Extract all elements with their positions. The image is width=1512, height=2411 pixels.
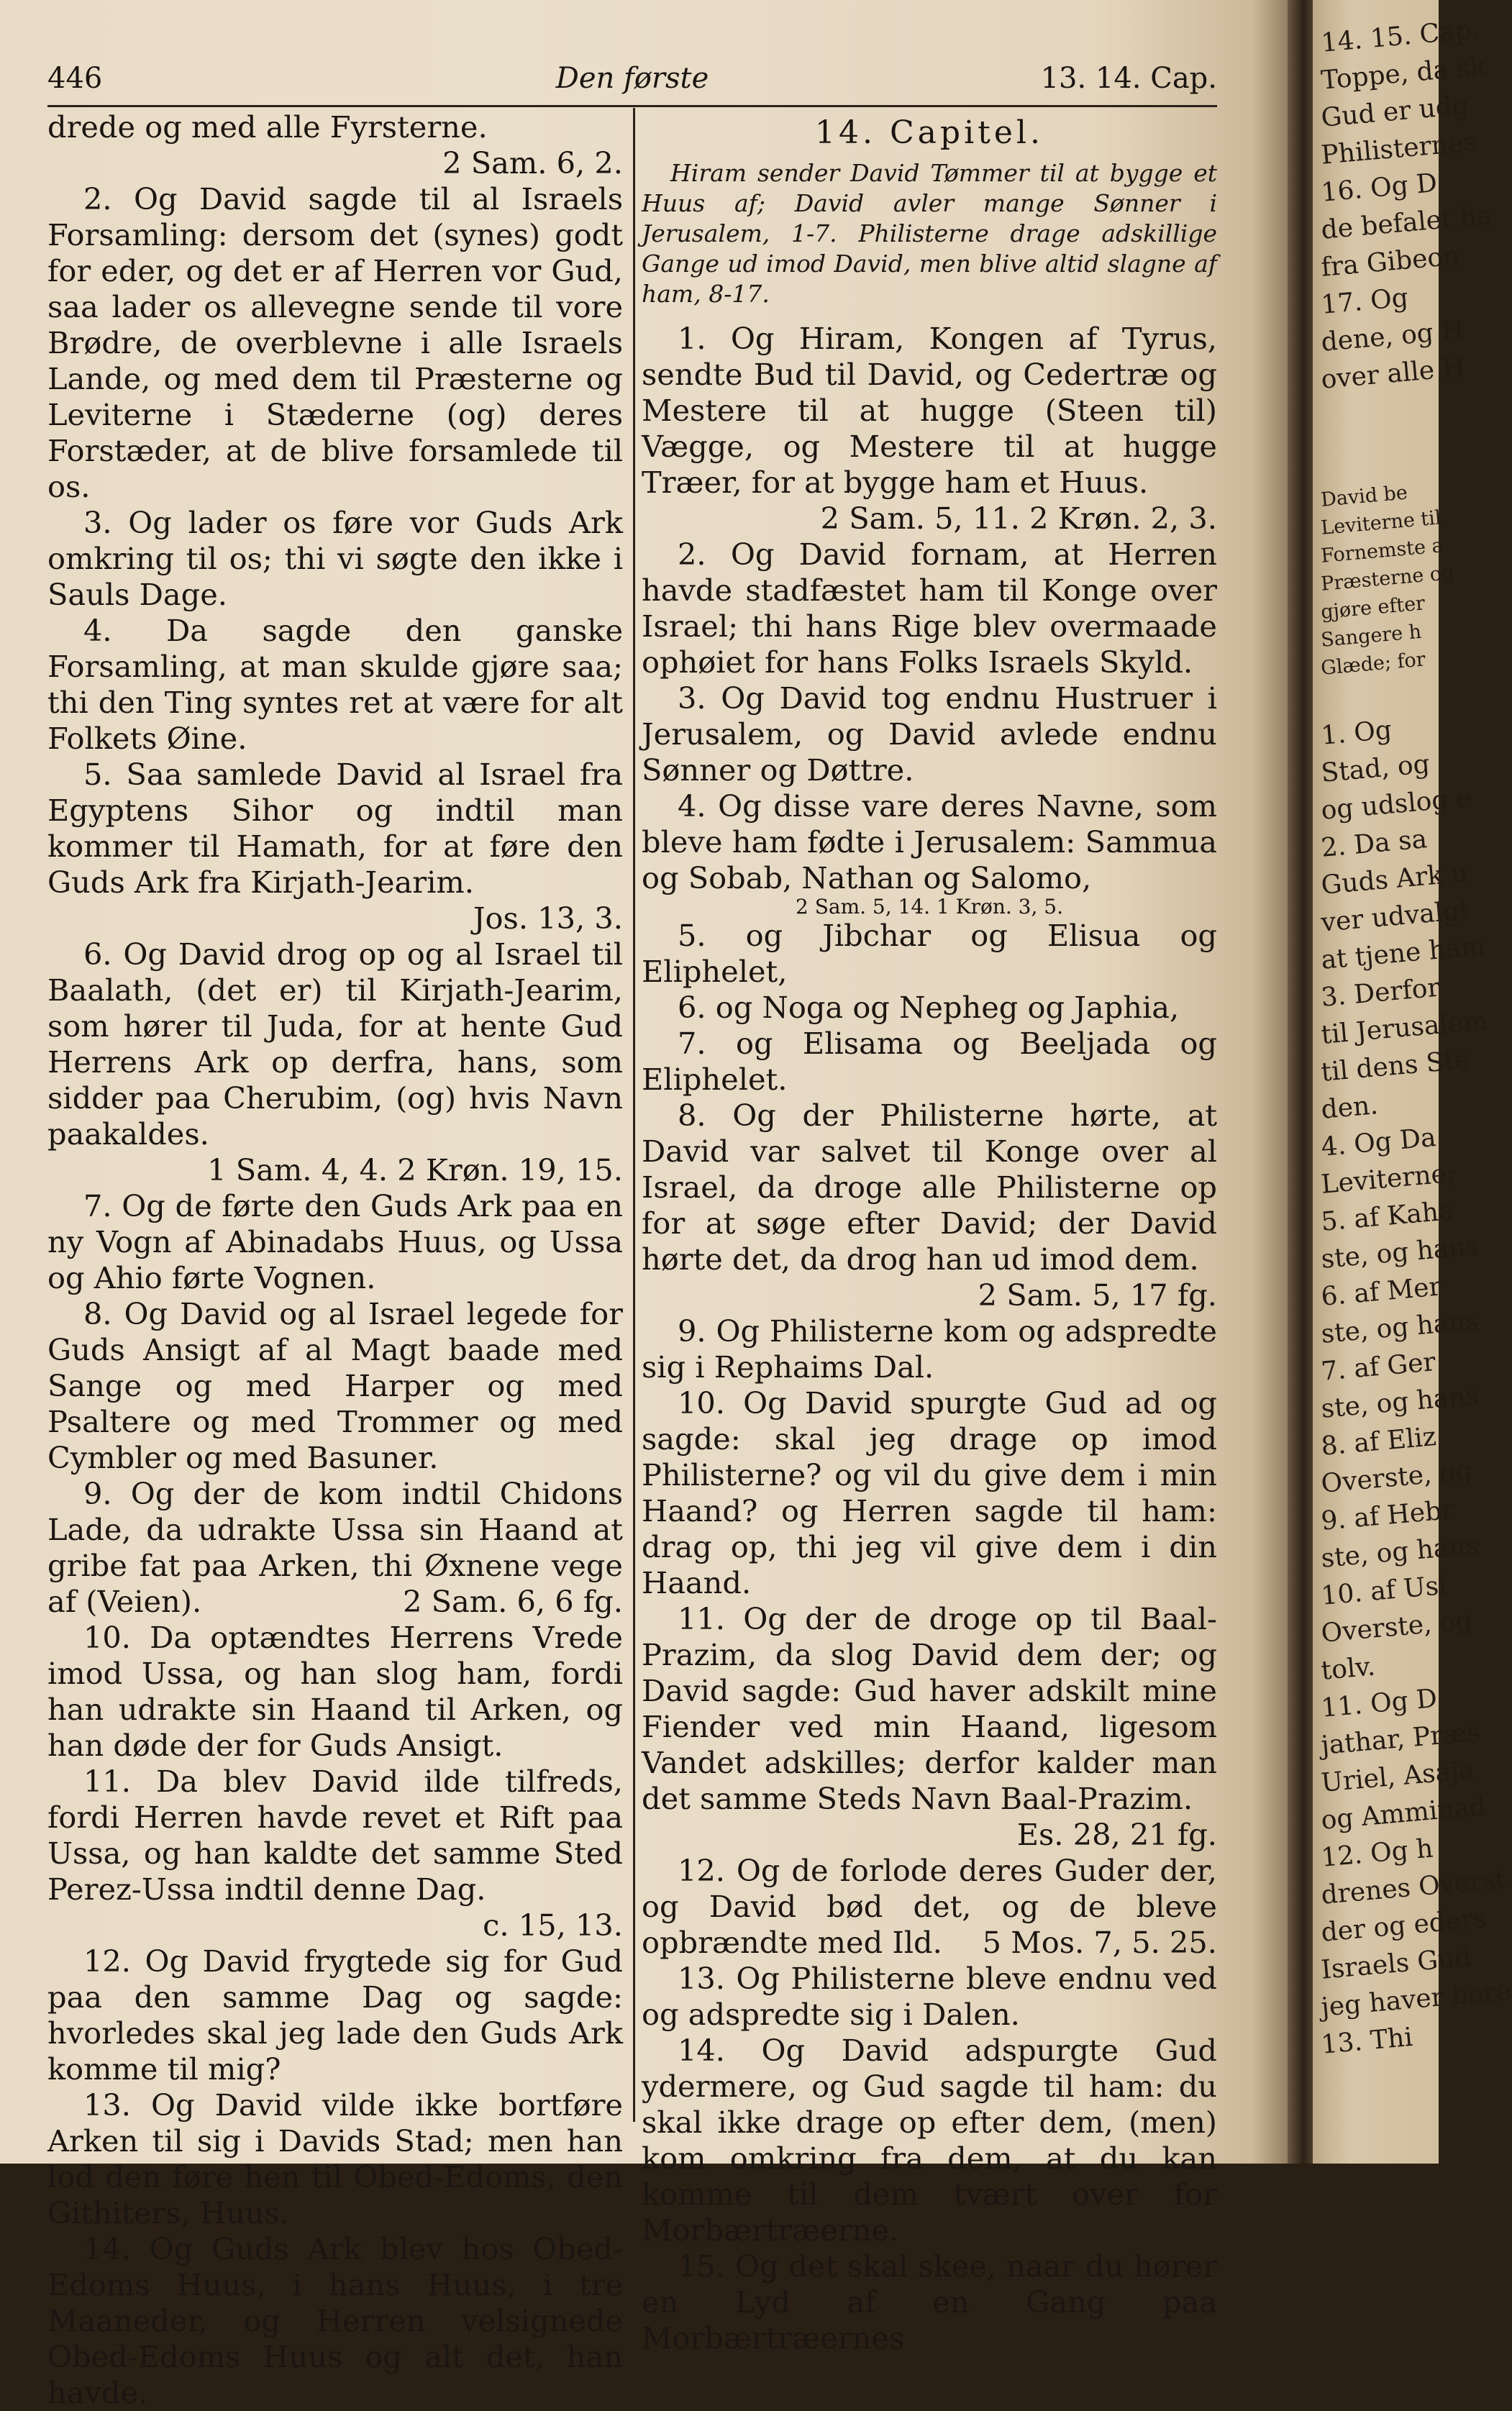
cross-reference: c. 15, 13. <box>483 1908 623 1943</box>
facing-page-line: ste, og hans <box>1320 1380 1480 1424</box>
verse-text: 13. Og David vilde ikke bortføre Arken til sig i Davids Stad; men han lod den føre hen til Obed-Edoms, den Githiters, Huus. <box>47 2087 623 2230</box>
cross-reference: 2 Sam. 5, 17 fg. <box>978 1277 1217 1313</box>
verse <box>642 321 1217 537</box>
facing-page-line: dene, og H <box>1320 315 1466 357</box>
cross-reference: 1 Sam. 4, 4. 2 Krøn. 19, 15. <box>207 1152 623 1188</box>
verse-text: 9. Og der de kom indtil Chidons Lade, da udrakte Ussa sin Haand at gribe fat paa Arken, thi Øxnene vege af (Veien). <box>47 1476 623 1619</box>
right-column <box>642 109 1217 2356</box>
facing-page-line: Stad, og <box>1320 749 1431 788</box>
verse-text: 10. Da optændtes Herrens Vrede imod Ussa, og han slog ham, fordi han udrakte sin Haand til Arken, og han døde der for Guds Ansigt. <box>47 1620 623 1763</box>
verse-text: 15. Og det skal skee, naar du hører en Lyd af en Gang paa Morbærtræernes <box>642 2248 1217 2356</box>
cross-reference: 5 Mos. 7, 5. 25. <box>982 1925 1217 1960</box>
chapter-title: 14. Capitel. <box>815 114 1044 151</box>
verse-text: 4. Da sagde den ganske Forsamling, at man skulde gjøre saa; thi den Ting syntes ret at være for alt Folkets Øine. <box>47 613 623 756</box>
verse-text: 8. Og David og al Israel legede for Guds Ansigt af al Magt baade med Sange og med Harper og med Psaltere og med Trommer og med Cymbler og med Basuner. <box>47 1296 623 1475</box>
facing-page-line: Glæde; for <box>1320 648 1426 680</box>
verse <box>642 1313 1217 1385</box>
facing-page-line: at tjene ham <box>1320 931 1487 975</box>
verse <box>642 537 1217 680</box>
facing-page-line: 17. Og <box>1320 283 1410 320</box>
facing-page-line: Israels Gud <box>1320 1942 1472 1985</box>
verse-text: 10. Og David spurgte Gud ad og sagde: skal jeg drage op imod Philisterne? og vil du give dem i min Haand? og Herren sagde til ham: drag op, thi jeg vil give dem i din Haand. <box>642 1385 1217 1600</box>
verse-text: 1. Og Hiram, Kongen af Tyrus, sendte Bud til David, og Cedertræ og Mestere til at hugge (Steen til) Vægge, og Mestere til at hugge Træer, for at bygge ham et Huus. <box>642 321 1217 500</box>
verse-text: 6. og Noga og Nepheg og Japhia, <box>678 990 1180 1025</box>
facing-page-line: den. <box>1320 1090 1380 1125</box>
verse-text: 14. Og David adspurgte Gud ydermere, og Gud sagde til ham: du skal ikke drage op efter dem, (men) kom omkring fra dem, at du kan komme til dem tvært over for Morbærtræerne. <box>642 2033 1217 2248</box>
verse-text: 6. Og David drog op og al Israel til Baalath, (det er) til Kirjath-Jearim, som hører til Juda, for at hente Gud Herrens Ark op derfra, hans, som sidder paa Cherubim, (og) hvis Navn paakaldes. <box>47 936 623 1152</box>
book-gutter <box>1288 0 1316 2164</box>
facing-page-line: over alle H <box>1320 352 1467 395</box>
cross-reference: Jos. 13, 3. <box>473 901 623 936</box>
verse-text: drede og med alle Fyrsterne. <box>47 109 488 145</box>
verse <box>642 918 1217 990</box>
cross-reference: 2 Sam. 6, 6 fg. <box>402 1584 623 1619</box>
verse-text: 9. Og Philisterne kom og adspredte sig i Rephaims Dal. <box>642 1313 1217 1385</box>
verse <box>642 788 1217 896</box>
verse-text: 5. Saa samlede David al Israel fra Egyptens Sihor og indtil man kommer til Hamath, for at føre den Guds Ark fra Kirjath-Jearim. <box>47 757 623 900</box>
verse <box>642 1098 1217 1313</box>
left-column <box>47 109 623 2411</box>
facing-page-line: gjøre efter <box>1320 592 1426 624</box>
verse-text: 8. Og der Philisterne hørte, at David var salvet til Konge over al Israel, da droge alle Philisterne op for at søge efter David; der David hørte det, da drog han ud imod dem. <box>642 1098 1217 1277</box>
facing-page-line: og udslog e <box>1320 783 1473 826</box>
verse-text: 14. Og Guds Ark blev hos Obed-Edoms Huus, i hans Huus, i tre Maaneder, og Herren velsignede Obed-Edoms Huus og alt det, han havde. <box>47 2231 623 2410</box>
facing-page-line: 10. af Usi <box>1320 1570 1449 1611</box>
facing-page-line: Fornemste a <box>1320 534 1444 568</box>
facing-page-line: de befalet ha <box>1320 201 1493 245</box>
verse <box>47 181 623 505</box>
facing-page-line: Uriel, Asaja <box>1320 1755 1476 1798</box>
facing-page-line: ste, og hans <box>1320 1530 1480 1574</box>
facing-page-line: 2. Da sa <box>1320 824 1429 863</box>
facing-page-line: 9. af Hebr <box>1320 1495 1455 1536</box>
verse-text: 3. Og David tog endnu Hustruer i Jerusalem, og David avlede endnu Sønner og Døttre. <box>642 680 1217 788</box>
page-header <box>47 62 1217 105</box>
facing-page-line: jathar, Præs <box>1320 1717 1482 1761</box>
verse <box>47 613 623 757</box>
cross-reference: Es. 28, 21 fg. <box>1016 1817 1217 1852</box>
verse-text: 7. Og de førte den Guds Ark paa en ny Vogn af Abinadabs Huus, og Ussa og Ahio førte Vognen. <box>47 1188 623 1295</box>
facing-page-line: Præsterne og <box>1320 561 1455 596</box>
facing-page-line: Sangere h <box>1320 620 1423 652</box>
verse <box>47 2231 623 2411</box>
facing-page-line: 7. af Ger <box>1320 1347 1437 1387</box>
verse <box>642 1853 1217 1961</box>
facing-page-line: Gud er udg <box>1320 91 1470 133</box>
verse-text: 12. Og de forlode deres Guder der, og David bød det, og de bleve opbrændte med Ild. <box>642 1853 1217 1960</box>
verse <box>47 505 623 613</box>
facing-page-line: Overste, og <box>1320 1456 1473 1499</box>
verse <box>642 1961 1217 2033</box>
verse <box>47 757 623 936</box>
facing-page-line: ste, og hans <box>1320 1231 1480 1275</box>
verse <box>47 2087 623 2231</box>
page-number: 446 <box>47 62 103 95</box>
header-rule <box>47 105 1217 107</box>
facing-page-line: Leviterne; <box>1320 1158 1457 1200</box>
facing-page-line: 4. Og Da <box>1320 1123 1438 1162</box>
verse-text: 11. Og der de droge op til Baal-Prazim, da slog David dem der; og David sagde: Gud haver adskilt mine Fiender ved min Haand, ligesom Vandet adskilles; derfor kalder man det samme Steds Navn Baal-Prazim. <box>642 1601 1217 1816</box>
facing-page-line: 14. 15. Cap. <box>1320 14 1481 58</box>
facing-page-line: til Jerusalem <box>1320 1006 1489 1050</box>
verse-text: 13. Og Philisterne bleve endnu ved og adspredte sig i Dalen. <box>642 1961 1217 2032</box>
facing-page-line: 3. Derfor <box>1320 972 1442 1013</box>
facing-page-line: jeg haver bere <box>1320 1976 1512 2023</box>
verse <box>642 1601 1217 1853</box>
cross-reference: 2 Sam. 6, 2. <box>442 145 623 181</box>
verse <box>47 1943 623 2087</box>
verse <box>47 936 623 1188</box>
verse-text: 3. Og lader os føre vor Guds Ark omkring til os; thi vi søgte den ikke i Sauls Dage. <box>47 505 623 612</box>
verse <box>642 1385 1217 1601</box>
facing-page-line: 12. Og h <box>1320 1833 1434 1873</box>
facing-page-line: Overste, og <box>1320 1605 1473 1649</box>
facing-page-line: ste, og hans <box>1320 1305 1480 1349</box>
verse <box>642 680 1217 788</box>
verse-text: 4. Og disse vare deres Navne, som bleve ham fødte i Jerusalem: Sammua og Sobab, Nathan og Salomo, <box>642 788 1217 895</box>
facing-page-line: 5. af Kaha <box>1320 1195 1455 1237</box>
verse-continuation <box>47 109 623 181</box>
verse <box>47 1296 623 1476</box>
verse-text: 11. Da blev David ilde tilfreds, fordi Herren havde revet et Rift paa Ussa, og han kaldte det samme Sted Perez-Ussa indtil denne Dag. <box>47 1764 623 1907</box>
verse <box>47 1764 623 1943</box>
facing-page-line: 8. af Eliz <box>1320 1422 1438 1462</box>
facing-page-line: Philisternes <box>1320 127 1478 170</box>
verse <box>47 1476 623 1620</box>
right-column-verses <box>642 321 1217 2356</box>
facing-page-line: drenes Overst <box>1320 1864 1507 1910</box>
facing-page-line: der og eders <box>1320 1903 1488 1948</box>
facing-page-line: og Amminad <box>1320 1791 1488 1836</box>
facing-page-line: Toppe, da sk <box>1320 52 1488 96</box>
chapter-reference: 13. 14. Cap. <box>1040 62 1217 95</box>
verse-text: 7. og Elisama og Beeljada og Eliphelet. <box>642 1026 1217 1097</box>
chapter-summary: Hiram sender David Tømmer til at bygge et Huus af; David avler mange Sønner i Jerusalem, 1-7. Philisterne drage adskillige Gange ud imod David, men blive altid slagne af ham, 8-17. <box>642 159 1217 308</box>
verse <box>642 1026 1217 1098</box>
facing-page-line: ver udvalgt <box>1320 895 1472 938</box>
cross-reference-line: 2 Sam. 5, 14. 1 Krøn. 3, 5. <box>795 895 1064 919</box>
verse-text: 5. og Jibchar og Elisua og Eliphelet, <box>642 918 1217 989</box>
verse <box>642 990 1217 1026</box>
verse-text: 2. Og David fornam, at Herren havde stadfæstet ham til Konge over Israel; thi hans Rige blev overmaade ophøiet for hans Folks Israels Skyld. <box>642 537 1217 680</box>
verse <box>642 2248 1217 2356</box>
facing-page-line: 16. Og D <box>1320 168 1439 208</box>
facing-page-line: Leviterne til <box>1320 506 1442 539</box>
verse-text: 2. Og David sagde til al Israels Forsamling: dersom det (synes) godt for eder, og det er af Herren vor Gud, saa lader os allevegne sende til vore Brødre, de overblevne i alle Israels Lande, og med dem til Præsterne og Leviterne i Stæderne (og) deres Forstæder, at de blive forsamlede til os. <box>47 181 623 504</box>
facing-page-line: 6. af Mer <box>1320 1272 1443 1312</box>
facing-page-line: 13. Thi <box>1320 2022 1414 2060</box>
column-divider <box>633 108 635 2122</box>
verse <box>47 1188 623 1296</box>
facing-page-line: David be <box>1320 481 1409 511</box>
verse <box>642 2033 1217 2248</box>
verse <box>47 1620 623 1764</box>
facing-page-fragment <box>1313 0 1512 2164</box>
facing-page-line: 1. Og <box>1320 715 1393 751</box>
facing-page-line: fra Gibeon <box>1320 241 1461 283</box>
facing-page-line: 11. Og D <box>1320 1683 1439 1723</box>
facing-page-line: Guds Ark u <box>1320 858 1470 901</box>
facing-page-line: tolv. <box>1320 1651 1377 1686</box>
cross-reference: 2 Sam. 5, 11. 2 Krøn. 2, 3. <box>820 501 1217 536</box>
running-title: Den første <box>555 62 709 95</box>
verse-text: 12. Og David frygtede sig for Gud paa den samme Dag og sagde: hvorledes skal jeg lade den Guds Ark komme til mig? <box>47 1943 623 2087</box>
facing-page-line: til dens Ste <box>1320 1044 1471 1088</box>
